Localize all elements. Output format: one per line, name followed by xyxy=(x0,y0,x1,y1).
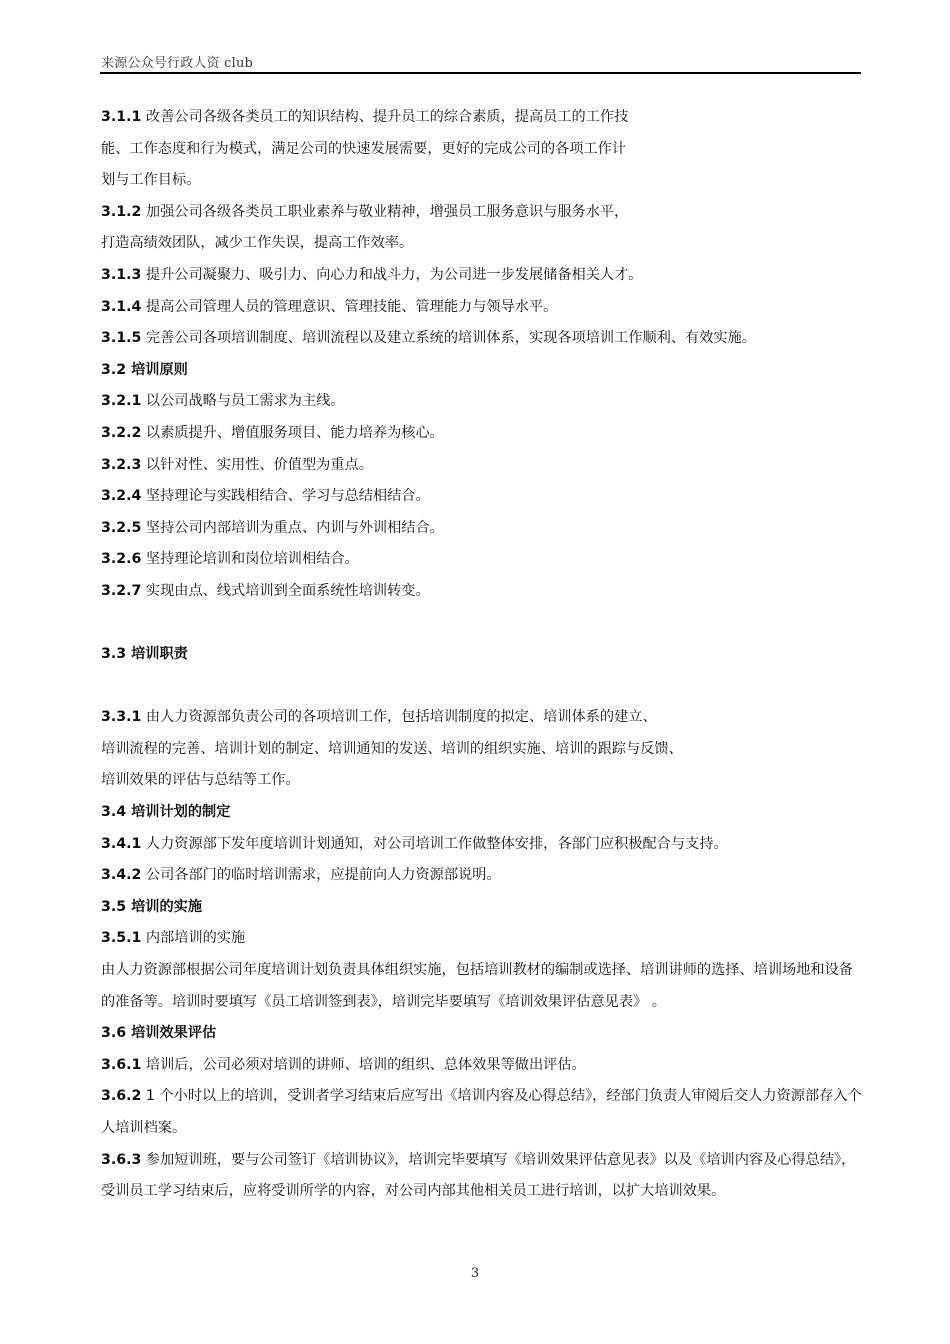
spacer xyxy=(101,671,863,703)
item-text: 以针对性、实用性、价值型为重点。 xyxy=(145,456,373,473)
section-heading: 3.6 培训效果评估 xyxy=(101,1025,217,1042)
item-text: 实现由点、线式培训到全面系统性培训转变。 xyxy=(145,582,430,599)
item-text: 划与工作目标。 xyxy=(101,172,201,189)
item-text: 坚持公司内部培训为重点、内训与外训相结合。 xyxy=(145,519,444,536)
item-text: 培训效果的评估与总结等工作。 xyxy=(101,772,300,789)
item-text: 加强公司各级各类员工职业素养与敬业精神，增强员工服务意识与服务水平， xyxy=(145,203,629,220)
paragraph xyxy=(101,1145,863,1208)
section-heading: 3.2 培训原则 xyxy=(101,361,188,378)
item-number: 3.2.2 xyxy=(101,424,142,441)
paragraph-line xyxy=(101,544,863,576)
paragraph-line xyxy=(101,292,863,324)
header-source: 来源公众号行政人资 club xyxy=(101,56,254,71)
item-number: 3.1.1 xyxy=(101,109,142,125)
paragraph-line xyxy=(101,860,863,892)
item-number: 3.6.3 xyxy=(101,1151,142,1168)
paragraph-line xyxy=(101,513,863,545)
item-number: 3.6.1 xyxy=(101,1056,142,1073)
paragraph-line xyxy=(101,102,701,134)
item-number: 3.4.2 xyxy=(101,867,142,884)
item-text: 坚持理论培训和岗位培训相结合。 xyxy=(145,551,359,568)
paragraph-line xyxy=(101,323,863,355)
spacer xyxy=(101,608,863,640)
paragraph-line xyxy=(101,576,863,608)
paragraph-line xyxy=(101,702,863,734)
item-number: 3.4.1 xyxy=(101,835,142,852)
item-text: 培训流程的完善、培训计划的制定、培训通知的发送、培训的组织实施、培训的跟踪与反馈、 xyxy=(101,740,683,757)
item-number: 3.1.5 xyxy=(101,330,142,347)
page-number: 3 xyxy=(470,1266,480,1281)
paragraph-line xyxy=(101,386,863,418)
item-number: 3.1.3 xyxy=(101,266,142,283)
item-number: 3.2.6 xyxy=(101,551,142,568)
item-text: 参加短训班，要与公司签订《培训协议》，培训完毕要填写《培训效果评估意见表》以及《培训内容及心得总结》，受训员工学习结束后，应将受训所学的内容，对公司内部其他相关员工进行培训，以扩大培训效果。 xyxy=(101,1151,856,1200)
document-body xyxy=(101,102,863,1208)
item-text: 打造高绩效团队，减少工作失误，提高工作效率。 xyxy=(101,235,414,252)
paragraph-line xyxy=(101,228,863,260)
paragraph-line xyxy=(101,829,863,861)
item-text: 由人力资源部负责公司的各项培训工作，包括培训制度的拟定、培训体系的建立、 xyxy=(145,709,657,726)
paragraph-line xyxy=(101,260,863,292)
item-number: 3.1.2 xyxy=(101,203,142,220)
item-number: 3.2.1 xyxy=(101,393,142,410)
item-text: 以素质提升、增值服务项目、能力培养为核心。 xyxy=(145,424,444,441)
paragraph-line xyxy=(101,481,863,513)
item-text: 培训后，公司必须对培训的讲师、培训的组织、总体效果等做出评估。 xyxy=(145,1056,586,1073)
item-number: 3.6.2 xyxy=(101,1088,142,1105)
item-text: 公司各部门的临时培训需求，应提前向人力资源部说明。 xyxy=(145,867,501,884)
paragraph-line xyxy=(101,734,863,766)
item-number: 3.1.4 xyxy=(101,298,142,315)
item-text: 提高公司管理人员的管理意识、管理技能、管理能力与领导水平。 xyxy=(145,298,558,315)
paragraph-line xyxy=(101,134,863,166)
item-text: 1 个小时以上的培训，受训者学习结束后应写出《培训内容及心得总结》，经部门负责人审阅后交人力资源部存入个人培训档案。 xyxy=(101,1088,862,1136)
paragraph-line xyxy=(101,1050,863,1082)
paragraph-line xyxy=(101,197,863,229)
item-text: 完善公司各项培训制度、培训流程以及建立系统的培训体系，实现各项培训工作顺利、有效实施。 xyxy=(145,330,756,347)
paragraph xyxy=(101,1081,863,1144)
item-number: 3.2.7 xyxy=(101,582,142,599)
paragraph xyxy=(101,955,863,1018)
section-heading: 3.5 培训的实施 xyxy=(101,898,203,915)
item-number: 3.5.1 xyxy=(101,930,142,947)
item-text: 人力资源部下发年度培训计划通知，对公司培训工作做整体安排，各部门应积极配合与支持。 xyxy=(145,835,728,852)
paragraph-line xyxy=(101,765,863,797)
paragraph-line xyxy=(101,450,863,482)
item-text: 提升公司凝聚力、吸引力、向心力和战斗力，为公司进一步发展储备相关人才。 xyxy=(145,266,643,283)
item-number: 3.2.5 xyxy=(101,519,142,536)
item-number: 3.2.3 xyxy=(101,456,142,473)
item-text: 改善公司各级各类员工的知识结构、提升员工的综合素质，提高员工的工作技 xyxy=(145,109,629,125)
paragraph-line xyxy=(101,165,863,197)
item-text: 以公司战略与员工需求为主线。 xyxy=(145,393,345,410)
paragraph-line xyxy=(101,923,863,955)
item-number: 3.3.1 xyxy=(101,709,142,726)
item-number: 3.2.4 xyxy=(101,488,142,505)
header-rule xyxy=(100,72,861,74)
paragraph-line xyxy=(101,418,863,450)
item-text: 内部培训的实施 xyxy=(145,930,246,947)
item-text: 坚持理论与实践相结合、学习与总结相结合。 xyxy=(145,488,430,505)
item-text: 能、工作态度和行为模式，满足公司的快速发展需要，更好的完成公司的各项工作计 xyxy=(101,140,626,157)
section-heading: 3.3 培训职责 xyxy=(101,646,188,663)
section-heading: 3.4 培训计划的制定 xyxy=(101,804,231,821)
item-text: 由人力资源部根据公司年度培训计划负责具体组织实施，包括培训教材的编制或选择、培训讲师的选择、培训场地和设备的准备等。培训时要填写《员工培训签到表》，培训完毕要填写《培训效果评估意见表》 。 xyxy=(101,962,853,1010)
